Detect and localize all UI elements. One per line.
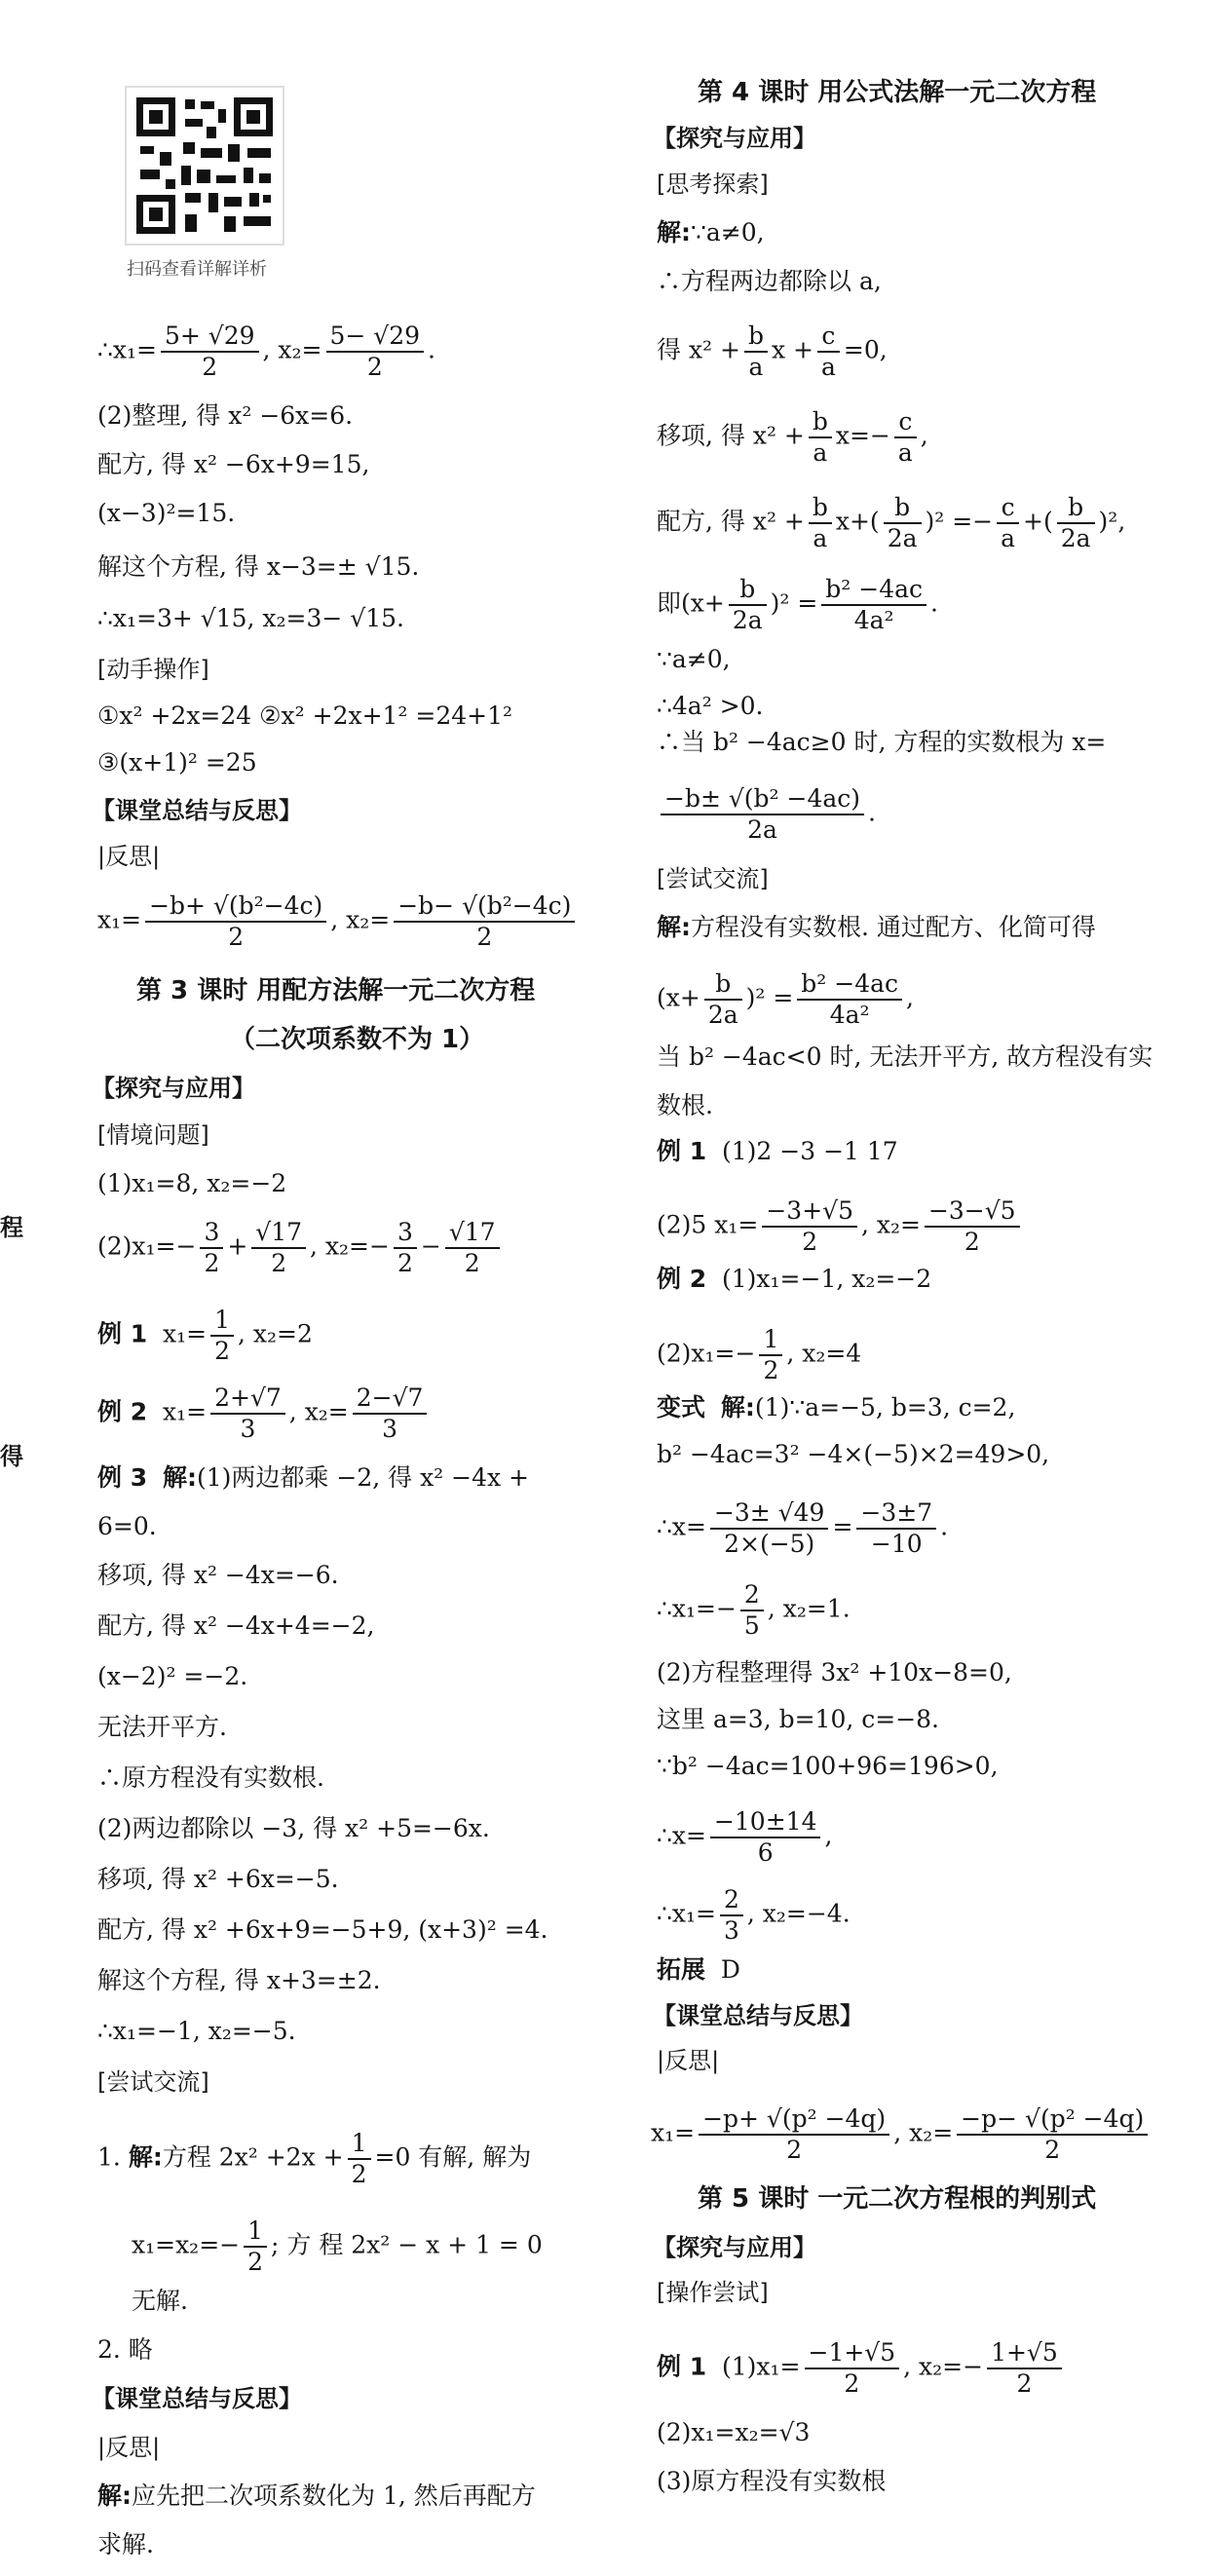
- fraction: [809, 407, 832, 468]
- numerator: 3: [200, 1218, 223, 1249]
- numerator: b: [809, 407, 832, 438]
- subsection-label: [尝试交流]: [97, 2068, 209, 2096]
- item-number: 1.: [97, 2142, 121, 2172]
- text: (1)∵a=−5, b=3, c=2,: [754, 1393, 1016, 1421]
- formula-line: [657, 1498, 948, 1559]
- text: ,: [824, 1821, 833, 1850]
- formula-line: [657, 1580, 851, 1641]
- text: 方程 2x² +2x +: [162, 2142, 344, 2172]
- fraction: [997, 493, 1019, 553]
- fraction: [987, 2338, 1062, 2399]
- text: .: [940, 1512, 949, 1541]
- lesson-subtitle: （二次项系数不为 1）: [230, 1025, 485, 1054]
- fraction: [710, 1807, 821, 1868]
- fraction: [759, 1325, 782, 1385]
- text-line: [657, 1391, 1015, 1424]
- text: , x₂=: [288, 1397, 349, 1426]
- fraction: [821, 575, 926, 635]
- fraction: [661, 784, 864, 845]
- text: , x₂=−4.: [746, 1899, 851, 1928]
- fraction: [326, 322, 425, 382]
- text-line: (3)原方程没有实数根: [657, 2467, 887, 2495]
- formula-line: [657, 407, 928, 468]
- denominator: 2a: [1060, 524, 1091, 552]
- text: , x₂=1.: [767, 1594, 851, 1623]
- formula-line: [657, 784, 876, 845]
- denominator: 2a: [747, 815, 777, 844]
- text-line: 解这个方程, 得 x+3=±2.: [97, 1966, 381, 1994]
- fraction: [244, 2216, 267, 2277]
- numerator: 5− √29: [326, 322, 425, 353]
- formula-line: [657, 1885, 851, 1946]
- fraction: [445, 1218, 500, 1278]
- text-line: 求解.: [97, 2530, 154, 2558]
- denominator: 2: [763, 1356, 779, 1384]
- numerator: −p+ √(p² −4q): [699, 2104, 889, 2136]
- fraction: [710, 1498, 829, 1559]
- formula-line: [97, 1383, 431, 1444]
- text: +(: [1023, 507, 1053, 536]
- numerator: b: [1057, 493, 1095, 524]
- formula-line: [97, 322, 435, 382]
- text: (2)5 x₁=: [657, 1210, 759, 1239]
- denominator: 2×(−5): [724, 1530, 815, 1558]
- numerator: 3: [394, 1218, 417, 1249]
- fraction: [925, 1196, 1020, 1257]
- text-line: b² −4ac=3² −4×(−5)×2=49>0,: [657, 1440, 1050, 1468]
- solution-label: 解:: [720, 1393, 755, 1421]
- denominator: 2a: [732, 606, 763, 634]
- fraction: [145, 891, 326, 952]
- denominator: −10: [870, 1530, 923, 1558]
- denominator: a: [1001, 524, 1016, 552]
- numerator: b: [729, 575, 767, 606]
- text: x₁=: [651, 2118, 696, 2147]
- text: (1)两边都乘 −2, 得 x² −4x +: [197, 1463, 529, 1492]
- text: , x₂=: [330, 905, 391, 934]
- fraction: [744, 322, 768, 382]
- fraction: [762, 1196, 857, 1257]
- text-line: 配方, 得 x² −6x+9=15,: [97, 450, 370, 478]
- text: .: [868, 798, 876, 827]
- text: =0,: [843, 335, 888, 364]
- text-line: (x−3)²=15.: [97, 499, 236, 527]
- text: (2)x₁=−: [97, 1231, 197, 1261]
- text: , x₂=2: [238, 1319, 313, 1348]
- denominator: 3: [382, 1415, 398, 1443]
- fraction: [251, 1218, 306, 1278]
- numerator: −b− √(b²−4c): [394, 891, 575, 923]
- text: −: [420, 1231, 441, 1261]
- denominator: 2: [366, 353, 383, 381]
- text-line: ③(x+1)² =25: [97, 748, 257, 777]
- denominator: 5: [743, 1611, 760, 1640]
- denominator: 2: [1016, 2369, 1033, 2398]
- text: )² =: [770, 588, 818, 618]
- formula-line: [97, 891, 579, 952]
- text-line: ∵a≠0,: [657, 645, 731, 673]
- denominator: 2: [464, 1249, 480, 1277]
- denominator: 2: [351, 2160, 367, 2188]
- text-line: [657, 1135, 898, 1168]
- numerator: b² −4ac: [797, 969, 902, 1001]
- text: 应先把二次项系数化为 1, 然后再配方: [132, 2481, 536, 2510]
- numerator: −b± √(b² −4ac): [661, 784, 864, 815]
- text: )² =: [745, 983, 794, 1012]
- text: =: [832, 1512, 853, 1541]
- numerator: b: [704, 969, 742, 1001]
- fraction: [353, 1383, 428, 1444]
- denominator: 3: [723, 1916, 739, 1945]
- qr-code[interactable]: [125, 86, 284, 246]
- numerator: 1: [244, 2216, 267, 2248]
- fraction: [704, 969, 742, 1030]
- fraction: [894, 407, 917, 468]
- text-line: 这里 a=3, b=10, c=−8.: [657, 1705, 940, 1733]
- fraction: [348, 2129, 371, 2189]
- numerator: 2+√7: [210, 1383, 285, 1415]
- numerator: −3+√5: [762, 1196, 857, 1228]
- text-line: [97, 2480, 536, 2513]
- text: ∴x₁=: [657, 1899, 716, 1928]
- text-line: 移项, 得 x² −4x=−6.: [97, 1561, 339, 1589]
- subsection-label: [情境问题]: [97, 1121, 209, 1149]
- formula-line: [97, 1306, 313, 1366]
- text-line: (x−2)² =−2.: [97, 1662, 248, 1690]
- text-line: [657, 1953, 740, 1987]
- text-line: 数根.: [657, 1091, 713, 1119]
- text: 方程没有实数根. 通过配方、化简可得: [691, 913, 1096, 941]
- formula-line: [651, 2104, 1152, 2165]
- subsection-label: [尝试交流]: [657, 865, 769, 892]
- numerator: c: [817, 322, 840, 353]
- text-line: ∴x₁=−1, x₂=−5.: [97, 2017, 296, 2045]
- text: , x₂=4: [786, 1339, 862, 1368]
- fraction: [210, 1383, 285, 1444]
- denominator: 2a: [887, 524, 918, 552]
- section-label: 【探究与应用】: [653, 125, 816, 152]
- text: 得 x² +: [657, 335, 740, 364]
- text: x₁=: [163, 1319, 208, 1348]
- denominator: 2: [844, 2369, 860, 2398]
- denominator: 2: [271, 1249, 287, 1277]
- denominator: 3: [240, 1415, 256, 1443]
- numerator: −b+ √(b²−4c): [145, 891, 326, 923]
- numerator: b² −4ac: [821, 575, 926, 606]
- qr-caption: 扫码查看详解详析: [127, 259, 267, 280]
- text: , x₂=: [893, 2118, 954, 2147]
- denominator: 2: [397, 1249, 413, 1277]
- denominator: 2: [228, 923, 245, 951]
- text: ,: [920, 421, 928, 450]
- denominator: a: [748, 353, 764, 381]
- text-line: 移项, 得 x² +6x=−5.: [97, 1865, 339, 1893]
- formula-line: [657, 1196, 1024, 1257]
- text-line: [657, 216, 765, 249]
- denominator: 2: [202, 353, 218, 381]
- fraction: [884, 493, 922, 553]
- text-line: ∵b² −4ac=100+96=196>0,: [657, 1752, 999, 1780]
- example-label: 例 3: [97, 1463, 148, 1492]
- lesson-title: 第 4 课时 用公式法解一元二次方程: [698, 78, 1097, 107]
- lesson-title: 第 3 课时 用配方法解一元二次方程: [136, 976, 536, 1005]
- denominator: 2: [964, 1228, 980, 1256]
- fraction: [200, 1218, 223, 1278]
- numerator: 1+√5: [987, 2338, 1062, 2369]
- formula-line: [657, 575, 938, 635]
- denominator: 4a²: [853, 606, 894, 634]
- text-line: ∴x₁=3+ √15, x₂=3− √15.: [97, 604, 404, 632]
- subsection-label: [思考探索]: [657, 170, 769, 198]
- numerator: 1: [759, 1325, 782, 1356]
- subsection-label: |反思|: [97, 2434, 161, 2461]
- section-label: 【探究与应用】: [653, 2234, 816, 2261]
- text: ,: [906, 983, 914, 1012]
- example-label: 例 2: [657, 1265, 707, 1293]
- subsection-label: |反思|: [657, 2047, 720, 2074]
- fraction: [699, 2104, 889, 2165]
- text: )²,: [1098, 507, 1126, 536]
- denominator: 2: [786, 2136, 803, 2164]
- numerator: −1+√5: [805, 2338, 900, 2369]
- denominator: a: [813, 438, 828, 467]
- numerator: −p− √(p² −4q): [957, 2104, 1148, 2136]
- solution-label: 解:: [657, 218, 691, 246]
- text: ; 方 程 2x² − x + 1 = 0: [271, 2230, 543, 2259]
- text-line: [657, 1263, 931, 1296]
- numerator: b: [884, 493, 922, 524]
- numerator: b: [744, 322, 768, 353]
- numerator: −3−√5: [925, 1196, 1020, 1228]
- text: ∴x₁=−: [657, 1594, 737, 1623]
- solution-label: 解:: [97, 2481, 132, 2510]
- edge-char: 得: [0, 1443, 23, 1470]
- fraction: [1057, 493, 1095, 553]
- text: x=−: [835, 421, 890, 450]
- denominator: 2: [214, 1337, 230, 1365]
- fraction: [817, 322, 840, 382]
- fraction: [210, 1306, 234, 1366]
- fraction: [809, 493, 832, 553]
- text: (1)x₁=: [722, 2352, 801, 2381]
- text: ∵a≠0,: [691, 218, 765, 246]
- text-line: (2)x₁=x₂=√3: [657, 2418, 811, 2446]
- qr-code-icon: [127, 88, 283, 244]
- formula-line: [97, 2129, 531, 2189]
- denominator: 6: [757, 1838, 774, 1867]
- solution-label: 解:: [163, 1463, 198, 1492]
- formula-line: [657, 493, 1125, 553]
- denominator: a: [897, 438, 913, 467]
- text-line: (2)两边都除以 −3, 得 x² +5=−6x.: [97, 1814, 490, 1842]
- text-line: [657, 911, 1096, 944]
- numerator: √17: [445, 1218, 500, 1249]
- text: (2)x₁=−: [657, 1339, 756, 1368]
- edge-char: 程: [0, 1214, 23, 1241]
- text: x₁=: [97, 905, 142, 934]
- text-line: 无法开平方.: [97, 1713, 227, 1741]
- solution-label: 解:: [128, 2142, 163, 2172]
- example-label: 例 2: [97, 1397, 148, 1426]
- section-label: 【课堂总结与反思】: [92, 2385, 302, 2412]
- text-line: 6=0.: [97, 1512, 157, 1540]
- text-line: 2. 略: [97, 2335, 153, 2364]
- text: .: [930, 588, 938, 618]
- example-label: 例 1: [657, 1137, 707, 1165]
- denominator: 2: [204, 1249, 220, 1277]
- text: x₁=: [163, 1397, 208, 1426]
- section-label: 【课堂总结与反思】: [653, 2002, 863, 2029]
- numerator: √17: [251, 1218, 306, 1249]
- text-line: 配方, 得 x² −4x+4=−2,: [97, 1611, 375, 1640]
- text: ∴x₁=: [97, 335, 157, 364]
- text: x₁=x₂=−: [132, 2230, 241, 2259]
- fraction: [720, 1885, 743, 1946]
- formula-line: [657, 969, 914, 1030]
- fraction: [394, 1218, 417, 1278]
- fraction: [740, 1580, 764, 1641]
- text-line: 当 b² −4ac<0 时, 无法开平方, 故方程没有实: [657, 1042, 1153, 1071]
- text: 即(x+: [657, 588, 725, 618]
- text: ∴x=: [657, 1821, 706, 1850]
- subsection-label: [动手操作]: [97, 656, 209, 683]
- text-line: ①x² +2x=24 ②x² +2x+1² =24+1²: [97, 701, 513, 730]
- text-line: (2)方程整理得 3x² +10x−8=0,: [657, 1658, 1012, 1686]
- numerator: 2: [720, 1885, 743, 1916]
- fraction: [805, 2338, 900, 2399]
- text: 配方, 得 x² +: [657, 507, 805, 536]
- text: +: [227, 1231, 248, 1261]
- numerator: −3± √49: [710, 1498, 829, 1530]
- formula-line: [657, 2338, 1066, 2399]
- text-line: 解这个方程, 得 x−3=± √15.: [97, 552, 420, 581]
- section-label: 【课堂总结与反思】: [92, 797, 302, 824]
- numerator: 5+ √29: [161, 322, 259, 353]
- numerator: 2−√7: [353, 1383, 428, 1415]
- denominator: 2: [1044, 2136, 1061, 2164]
- formula-line: [97, 1218, 504, 1278]
- fraction: [856, 1498, 936, 1559]
- numerator: c: [997, 493, 1019, 524]
- text: (x+: [657, 983, 700, 1012]
- solution-label: 解:: [657, 913, 691, 941]
- text: , x₂=: [860, 1210, 921, 1239]
- text: , x₂=−: [903, 2352, 984, 2381]
- extension-label: 拓展: [657, 1955, 706, 1984]
- denominator: 4a²: [829, 1001, 870, 1029]
- variant-label: 变式: [657, 1393, 706, 1421]
- example-label: 例 1: [97, 1319, 148, 1348]
- formula-line: [132, 2216, 543, 2277]
- denominator: 2: [247, 2248, 263, 2276]
- text: (1)x₁=−1, x₂=−2: [722, 1265, 932, 1293]
- numerator: b: [809, 493, 832, 524]
- denominator: 2: [802, 1228, 818, 1256]
- numerator: −3±7: [856, 1498, 936, 1530]
- numerator: 1: [348, 2129, 371, 2160]
- text: =0 有解, 解为: [374, 2142, 532, 2172]
- text: x +: [771, 335, 813, 364]
- text: x+(: [835, 507, 880, 536]
- numerator: −10±14: [710, 1807, 821, 1838]
- denominator: 2: [476, 923, 493, 951]
- formula-line: [657, 1325, 861, 1385]
- fraction: [394, 891, 575, 952]
- denominator: a: [813, 524, 828, 552]
- fraction: [797, 969, 902, 1030]
- numerator: c: [894, 407, 917, 438]
- denominator: 2a: [707, 1001, 738, 1029]
- text: , x₂=: [262, 335, 322, 364]
- text-line: (1)x₁=8, x₂=−2: [97, 1169, 287, 1197]
- text: 移项, 得 x² +: [657, 421, 805, 450]
- text-line: ∴当 b² −4ac≥0 时, 方程的实数根为 x=: [657, 728, 1107, 756]
- text-line: (2)整理, 得 x² −6x=6.: [97, 401, 354, 430]
- formula-line: [657, 322, 888, 382]
- lesson-title: 第 5 课时 一元二次方程根的判别式: [698, 2184, 1097, 2214]
- fraction: [161, 322, 259, 382]
- section-label: 【探究与应用】: [92, 1075, 255, 1102]
- text-line: [97, 1461, 529, 1495]
- text-line: ∴原方程没有实数根.: [97, 1763, 324, 1792]
- denominator: a: [820, 353, 836, 381]
- subsection-label: [操作尝试]: [657, 2279, 769, 2306]
- text: )² =−: [925, 507, 994, 536]
- numerator: 1: [210, 1306, 234, 1337]
- subsection-label: |反思|: [97, 843, 161, 870]
- fraction: [957, 2104, 1148, 2165]
- answer: D: [720, 1955, 740, 1984]
- text: (1)2 −3 −1 17: [722, 1137, 898, 1165]
- text-line: ∴方程两边都除以 a,: [657, 267, 882, 295]
- text: , x₂=−: [310, 1231, 390, 1261]
- numerator: 2: [740, 1580, 764, 1611]
- fraction: [729, 575, 767, 635]
- formula-line: [657, 1807, 832, 1868]
- text-line: 配方, 得 x² +6x+9=−5+9, (x+3)² =4.: [97, 1915, 548, 1944]
- text-line: ∴4a² >0.: [657, 692, 764, 720]
- example-label: 例 1: [657, 2352, 707, 2381]
- text-line: 无解.: [132, 2287, 188, 2315]
- text: .: [428, 335, 435, 364]
- text: ∴x=: [657, 1512, 706, 1541]
